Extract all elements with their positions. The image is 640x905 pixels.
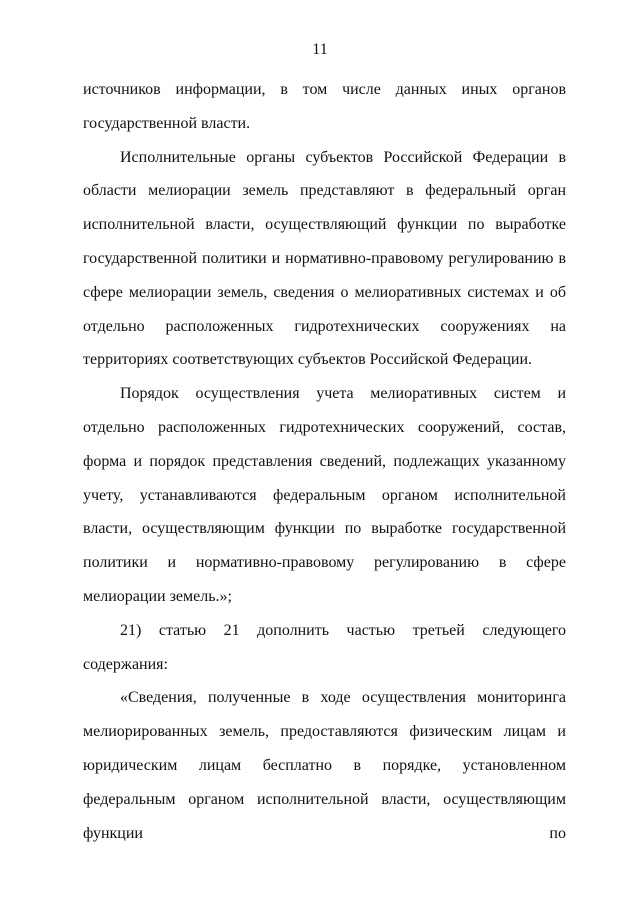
paragraph-article-21-amendment: 21) статью 21 дополнить частью третьей следующего содержания: xyxy=(83,621,566,673)
paragraph-accounting-procedure: Порядок осуществления учета мелиоративных систем и отдельно расположенных гидротехнических сооружений, состав, форма и порядок представления сведений, подлежащих указанному учету, устанавливаются федеральным органом исполнительной власти, осуществляющим функции по выработке государственной политики и нормативно-правовому регулированию в сфере мелиорации земель.»; xyxy=(83,385,566,605)
paragraph-continuation: источников информации, в том числе данных иных органов государственной власти. xyxy=(83,81,566,132)
paragraph-monitoring-data: «Сведения, полученные в ходе осуществления мониторинга мелиорированных земель, предоставляются физическим лицам и юридическим лицам бесплатно в порядке, установленном федеральным органом исполнительной власти, осуществляющим функции по xyxy=(83,689,566,842)
page-number: 11 xyxy=(312,41,328,58)
paragraph-regional-authorities: Исполнительные органы субъектов Российской Федерации в области мелиорации земель представляют в федеральный орган исполнительной власти, осуществляющий функции по выработке государственной политики и нормативно-правовому регулированию в сфере мелиорации земель, сведения о мелиоративных системах и об отдельно расположенных гидротехнических сооружениях на территориях соответствующих субъектов Российской Федерации. xyxy=(83,148,566,369)
document-body xyxy=(83,73,566,850)
